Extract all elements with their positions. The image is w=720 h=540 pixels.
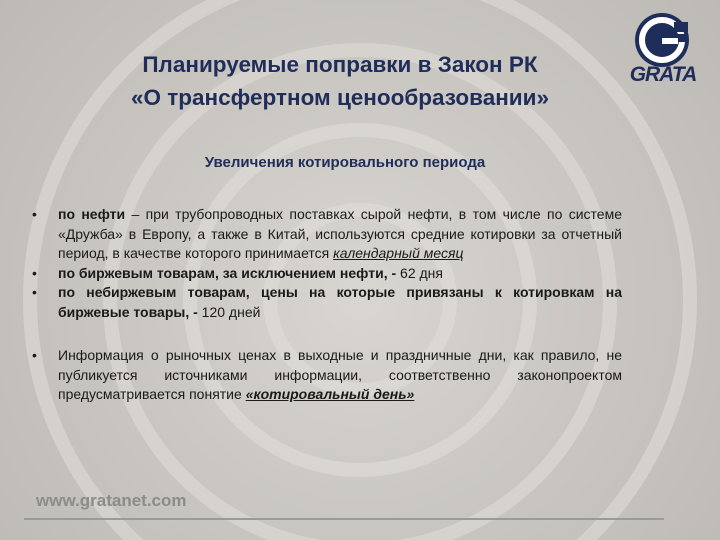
bullet-text: 62 дня	[396, 264, 443, 281]
footer-divider	[24, 518, 664, 520]
subtitle: Увеличения котировального периода	[204, 154, 486, 171]
title-line-1: Планируемые поправки в Закон РК	[142, 52, 538, 77]
bullet-text: – при трубопроводных поставках сырой нефти, в том числе по системе «Дружба» в Европу, а также в Китай, используются средние котировки за отчетный период, в качестве которого принимается	[58, 206, 623, 261]
list-item	[32, 264, 622, 284]
logo-text: GRATA	[629, 63, 697, 86]
list-item	[32, 346, 622, 405]
bullet-text: Информация о рыночных ценах в выходные и праздничные дни, как правило, не публикуется источниками информации, соответственно законопроектом предусматривается понятие	[58, 347, 622, 402]
bullet-icon: •	[32, 206, 37, 222]
bullet-bold: по небиржевым товарам, цены на которые привязаны к котировкам на биржевые товары, -	[58, 284, 622, 320]
bullet-text: 120 дней	[197, 303, 261, 320]
bullet-icon: •	[32, 264, 37, 281]
bullet-bold: по нефти	[58, 206, 126, 222]
website-link[interactable]: www.gratanet.com	[36, 491, 187, 510]
bullet-underlined: «котировальный день»	[245, 386, 415, 402]
bullet-bold: по биржевым товарам, за исключением нефти, -	[58, 264, 397, 281]
list-item	[32, 205, 622, 264]
bullet-icon: •	[32, 284, 37, 300]
bullet-underlined: календарный месяц	[333, 245, 464, 261]
bullet-icon: •	[32, 347, 37, 363]
slide-title	[40, 48, 640, 114]
bullet-list	[32, 205, 622, 405]
title-line-2: «О трансфертном ценообразовании»	[131, 85, 549, 110]
list-item	[32, 283, 622, 322]
